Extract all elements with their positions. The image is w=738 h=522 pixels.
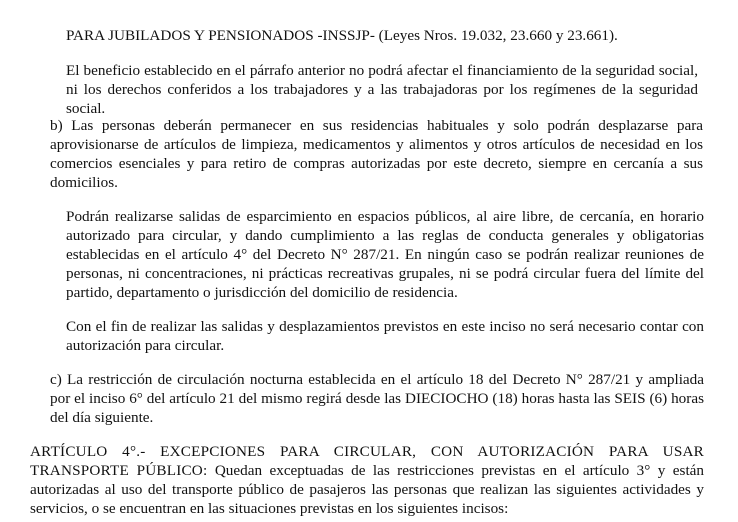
paragraph-jubilados-line: PARA JUBILADOS Y PENSIONADOS -INSSJP- (Leyes Nros. 19.032, 23.660 y 23.661). xyxy=(66,27,618,44)
paragraph-salidas-esparcimiento: Podrán realizarse salidas de esparcimiento en espacios públicos, al aire libre, de cercanía, en horario autorizado para circular, y dando cumplimiento a las reglas de conducta generales y obligatorias establecidas en el artículo 4° del Decreto N° 287/21. En ningún caso se podrán realizar reuniones de personas, ni concentraciones, ni prácticas recreativas grupales, ni se podrá circular fuera del límite del partido, departamento o jurisdicción del domicilio de residencia. xyxy=(66,208,704,301)
paragraph-inciso-b: b) Las personas deberán permanecer en sus residencias habituales y solo podrán desplazarse para aprovisionarse de artículos de limpieza, medicamentos y alimentos y otros artículos de necesidad en los comercios esenciales y para retiro de compras autorizadas por este decreto, siempre en cercanía a sus domicilios. xyxy=(50,117,703,191)
paragraph-beneficio: El beneficio establecido en el párrafo anterior no podrá afectar el financiamiento de la seguridad social, ni los derechos conferidos a los trabajadores y a las trabajadoras por los regímenes de la seguridad social. xyxy=(66,62,698,117)
article-4-title: ARTÍCULO 4°.- EXCEPCIONES PARA CIRCULAR, CON AUTORIZACIÓN PARA USAR TRANSPORTE PÚBLICO: xyxy=(30,443,704,479)
paragraph-fin-salidas: Con el fin de realizar las salidas y desplazamientos previstos en este inciso no será necesario contar con autorización para circular. xyxy=(66,318,704,354)
paragraph-articulo-4 xyxy=(30,442,704,518)
article-4-body: Quedan exceptuadas de las restricciones previstas en el artículo 3° y están autorizadas al uso del transporte público de pasajeros las personas que realizan las siguientes actividades y servicios, o se encuentran en las situaciones previstas en los siguientes incisos: xyxy=(30,462,704,517)
paragraph-inciso-c: c) La restricción de circulación nocturna establecida en el artículo 18 del Decreto N° 287/21 y ampliada por el inciso 6° del artículo 21 del mismo regirá desde las DIECIOCHO (18) horas hasta las SEIS (6) horas del día siguiente. xyxy=(50,371,704,426)
